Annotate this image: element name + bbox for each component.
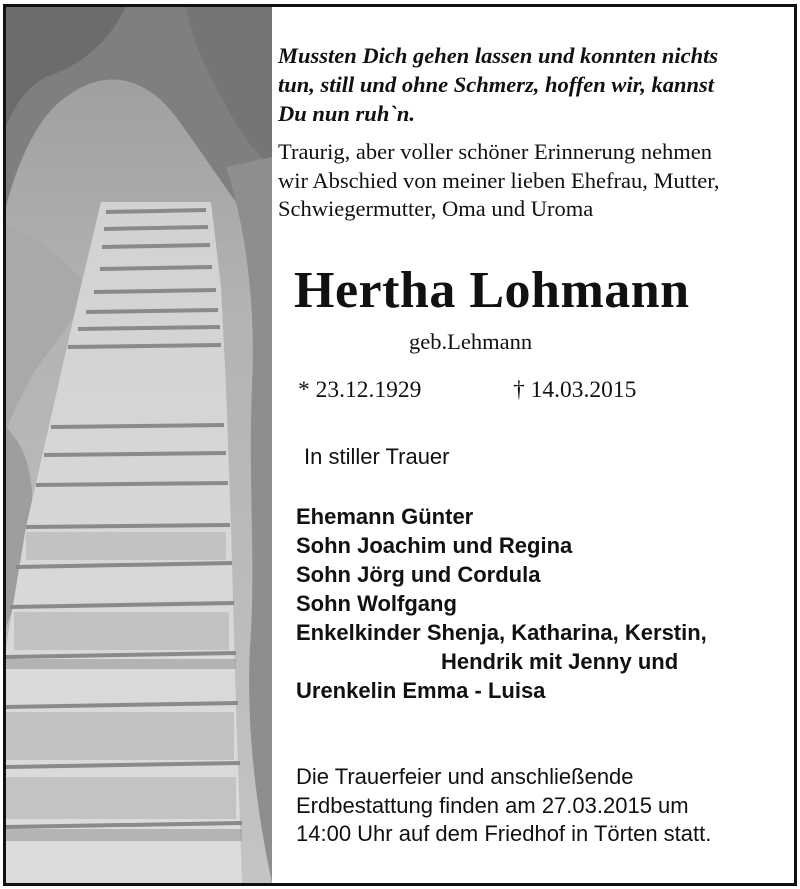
funeral-line: Erdbestattung finden am 27.03.2015 um	[296, 792, 689, 818]
poem-line: Mussten Dich gehen lassen und konnten nichts	[278, 43, 719, 68]
poem-line: tun, still und ohne Schmerz, hoffen wir, kannst	[278, 72, 714, 97]
mourner-line: Enkelkinder Shenja, Katharina, Kerstin,	[296, 620, 707, 645]
memorial-poem	[278, 41, 718, 128]
intro-line: Schwiegermutter, Oma und Uroma	[278, 196, 594, 221]
mourner-line: Sohn Jörg und Cordula	[296, 562, 541, 587]
mourner-line: Ehemann Günter	[296, 504, 474, 529]
funeral-line: 14:00 Uhr auf dem Friedhof in Törten statt.	[296, 821, 712, 846]
obituary-frame	[3, 4, 797, 886]
funeral-notice	[296, 763, 711, 849]
mourner-line: Hendrik mit Jenny und	[441, 649, 679, 674]
funeral-line: Die Trauerfeier und anschließende	[296, 764, 634, 789]
deceased-name: Hertha Lohmann	[294, 262, 690, 319]
stone-stairs-photo	[6, 7, 272, 883]
intro-line: Traurig, aber voller schöner Erinnerung nehmen	[278, 139, 713, 164]
farewell-text	[278, 138, 719, 224]
death-date: † 14.03.2015	[513, 377, 637, 403]
intro-line: wir Abschied von meiner lieben Ehefrau, Mutter,	[278, 167, 720, 193]
birth-date: * 23.12.1929	[298, 377, 422, 403]
mourner-line: Sohn Joachim und Regina	[296, 533, 573, 558]
mourner-line: Urenkelin Emma - Luisa	[296, 678, 546, 703]
poem-line: Du nun ruh`n.	[278, 101, 415, 126]
mourners-list	[296, 502, 707, 705]
birth-name: geb.Lehmann	[409, 329, 533, 354]
mourning-heading: In stiller Trauer	[304, 444, 450, 469]
mourner-line: Sohn Wolfgang	[296, 591, 457, 616]
